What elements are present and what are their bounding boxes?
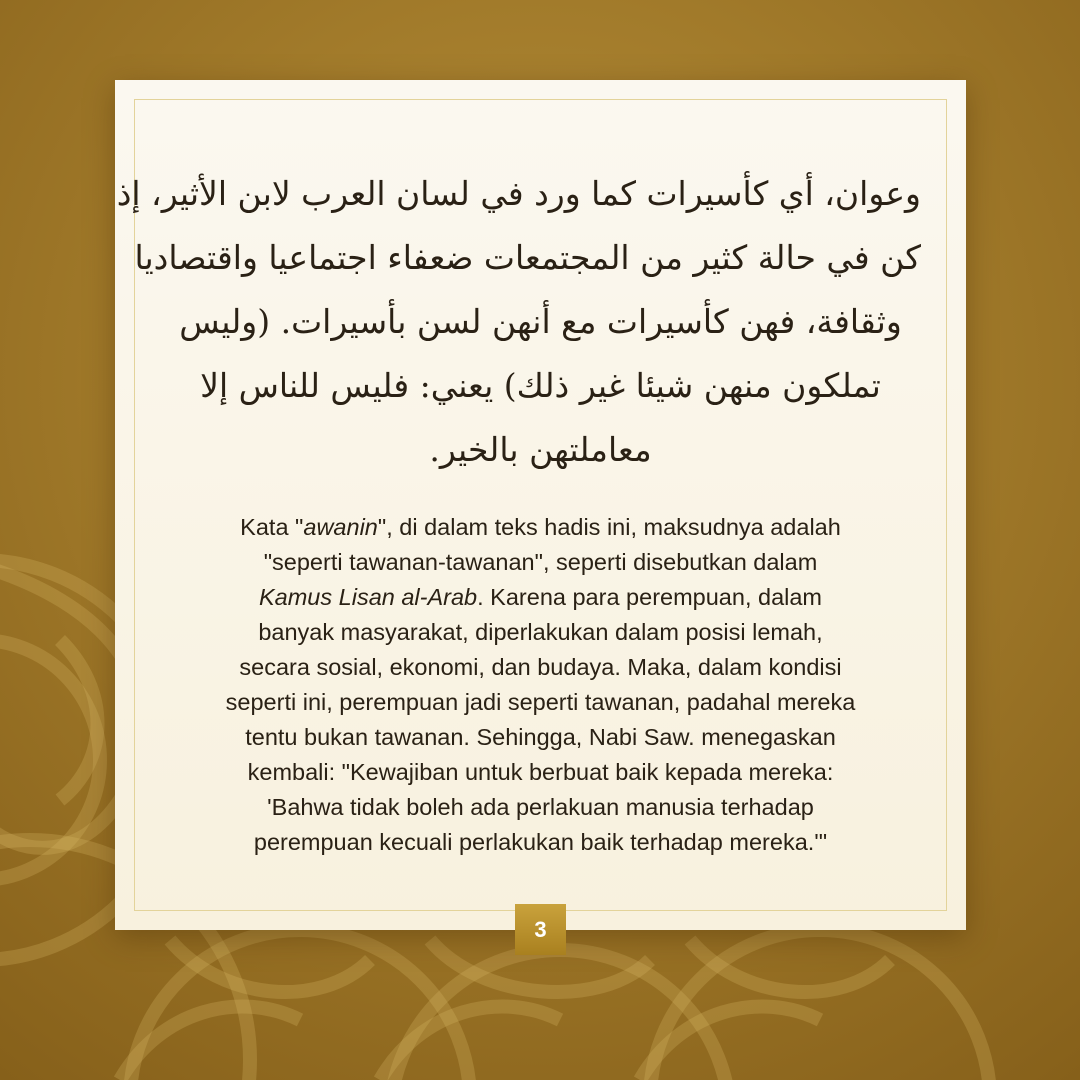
translation-line: seperti ini, perempuan jadi seperti tawanan, padahal mereka	[225, 689, 856, 715]
term-awanin: awanin	[303, 514, 378, 540]
arabic-line: وثقافة، فهن كأسيرات مع أنهن لسن بأسيرات. (وليس	[179, 302, 902, 341]
translation-line: 'Bahwa tidak boleh ada perlakuan manusia terhadap	[267, 794, 814, 820]
translation-line	[160, 580, 921, 615]
page-number-badge: 3	[515, 904, 566, 955]
content-card	[115, 80, 966, 942]
translation-line: tentu bukan tawanan. Sehingga, Nabi Saw. menegaskan	[245, 724, 836, 750]
translation-line	[160, 510, 921, 545]
translation-segment: ", di dalam teks hadis ini, maksudnya adalah	[377, 514, 841, 540]
translation-line: kembali: "Kewajiban untuk berbuat baik kepada mereka:	[247, 759, 834, 785]
arabic-line: تملكون منهن شيئا غير ذلك) يعني: فليس للناس إلا	[200, 366, 881, 405]
arabic-text	[116, 162, 921, 482]
translation-segment: Kata "	[240, 514, 304, 540]
translation-segment: . Karena para perempuan, dalam	[477, 584, 823, 610]
translation-line: perempuan kecuali perlakukan baik terhadap mereka.'"	[253, 829, 828, 855]
translation-text	[160, 510, 921, 860]
arabic-line: وعوان، أي كأسيرات كما ورد في لسان العرب لابن الأثير، إذ	[116, 174, 921, 213]
translation-line: "seperti tawanan-tawanan", seperti disebutkan dalam	[263, 549, 818, 575]
book-title: Kamus Lisan al-Arab	[258, 584, 478, 610]
arabic-line: معاملتهن بالخير.	[429, 430, 652, 469]
arabic-line: كن في حالة كثير من المجتمعات ضعفاء اجتماعيا واقتصاديا	[134, 238, 921, 277]
translation-line: secara sosial, ekonomi, dan budaya. Maka, dalam kondisi	[239, 654, 842, 680]
translation-line: banyak masyarakat, diperlakukan dalam posisi lemah,	[258, 619, 823, 645]
